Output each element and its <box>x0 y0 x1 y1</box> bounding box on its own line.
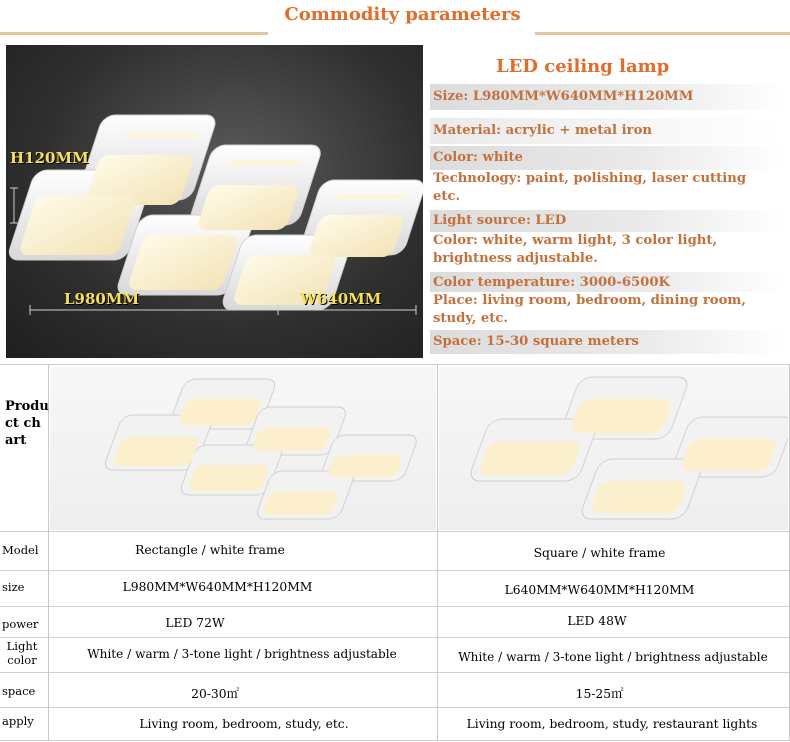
cell-size-square: L640MM*W640MM*H120MM <box>504 583 695 597</box>
cell-size-rectangle: L980MM*W640MM*H120MM <box>122 580 313 594</box>
row-label-space: space <box>2 684 36 698</box>
cell-light-color-square: White / warm / 3-tone light / brightness adjustable <box>458 650 768 664</box>
length-dimension-label: L980MM <box>64 290 140 308</box>
spec-list <box>430 50 784 356</box>
row-label-model: Model <box>2 543 39 557</box>
square-lamp-image <box>439 367 788 530</box>
page-header <box>0 0 790 36</box>
spec-technology: Technology: paint, polishing, laser cutting etc. <box>430 170 784 206</box>
row-label-power: power <box>2 617 39 631</box>
spec-title: LED ceiling lamp <box>496 56 670 77</box>
spec-color: Color: white <box>430 146 784 170</box>
cell-apply-rectangle: Living room, bedroom, study, etc. <box>139 717 349 731</box>
cell-model-rectangle: Rectangle / white frame <box>135 543 285 557</box>
cell-power-square: LED 48W <box>567 614 627 628</box>
spec-title-row <box>430 54 784 82</box>
cell-apply-square: Living room, bedroom, study, restaurant lights <box>466 717 758 731</box>
spec-light-color: Color: white, warm light, 3 color light, brightness adjustable. <box>430 232 784 268</box>
row-label-light-color: Light color <box>6 639 38 667</box>
cell-light-color-rectangle: White / warm / 3-tone light / brightness adjustable <box>87 647 397 661</box>
width-dimension-label: W640MM <box>300 290 382 308</box>
spec-color-temperature: Color temperature: 3000-6500K <box>430 272 784 294</box>
row-label-size: size <box>2 580 25 594</box>
spec-space: Space: 15-30 square meters <box>430 330 784 354</box>
product-chart-label: Product chart <box>5 399 49 448</box>
spec-light-source: Light source: LED <box>430 210 784 232</box>
table-divider <box>0 672 790 673</box>
row-label-apply: apply <box>2 714 34 728</box>
cell-power-rectangle: LED 72W <box>165 616 225 630</box>
table-divider <box>0 606 790 607</box>
product-photo <box>6 45 423 358</box>
table-bottom-border <box>0 740 790 741</box>
square-lamp-illustration <box>439 367 788 530</box>
table-divider <box>0 707 790 708</box>
table-divider <box>0 531 790 532</box>
header-rule-left <box>0 32 268 35</box>
rectangle-lamp-image <box>50 367 436 530</box>
header-rule-right <box>535 32 790 35</box>
ceiling-lamp-illustration <box>6 45 423 358</box>
cell-space-square: 15-25㎡ <box>575 687 624 701</box>
table-divider <box>0 637 790 638</box>
spec-size: Size: L980MM*W640MM*H120MM <box>430 84 784 110</box>
table-top-border <box>0 364 790 365</box>
cell-space-rectangle: 20-30㎡ <box>191 687 239 701</box>
cell-model-square: Square / white frame <box>533 546 666 560</box>
height-dimension-label: H120MM <box>10 149 89 167</box>
table-divider <box>0 570 790 571</box>
spec-place: Place: living room, bedroom, dining room, study, etc. <box>430 292 784 328</box>
rectangle-lamp-illustration <box>50 367 436 530</box>
spec-material: Material: acrylic + metal iron <box>430 118 784 144</box>
page-title: Commodity parameters <box>284 4 521 25</box>
